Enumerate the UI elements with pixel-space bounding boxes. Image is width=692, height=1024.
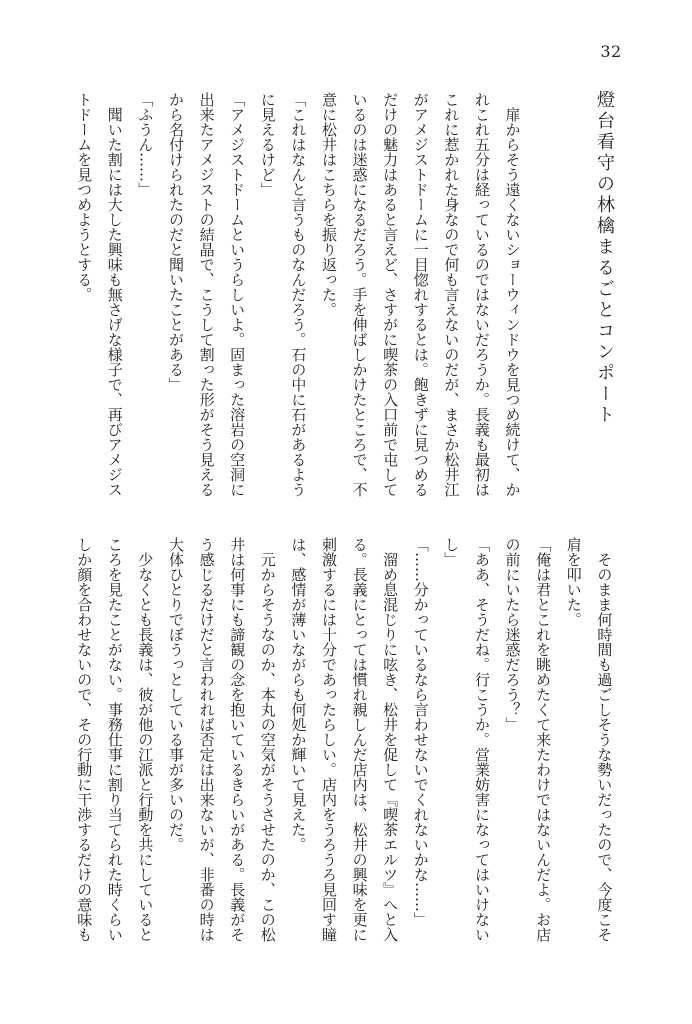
- text-line: う感じるだけだと言われれば否定は出来ないが、非番の時は: [197, 537, 216, 942]
- text-line: 大体ひとりでぼうっとしている事が多いのだ。: [167, 537, 185, 852]
- text-line: 刺激するには十分であったらしい。店内をうろうろ見回す瞳: [319, 537, 338, 942]
- text-line: 「……分かっているなら言わせないでくれないかな……」: [411, 537, 430, 927]
- text-line: ころを見たことがない。事務仕事に割り当てられた時くらい: [105, 537, 124, 942]
- text-line: し」: [442, 537, 461, 567]
- text-line: これに惹かれた身なので何も言えないのだが、まさか松井江: [442, 92, 461, 497]
- page-number: 32: [600, 42, 622, 61]
- text-line: 溜め息混じりに呟き、松井を促して『喫茶エルツ』へと入: [381, 552, 400, 942]
- text-line: に見えるけど」: [258, 92, 277, 197]
- text-line: がアメジストドームに一目惚れするとは。飽きずに見つめる: [411, 92, 430, 497]
- text-line: 肩を叩いた。: [564, 537, 583, 627]
- text-line: 「これはなんと言うものなんだろう。石の中に石があるよう: [289, 92, 308, 497]
- text-line: から名付けられたのだと聞いたことがある」: [166, 92, 185, 392]
- text-line: 扉からそう遠くないショーウィンドウを見つめ続けて、か: [503, 107, 522, 497]
- text-line: 出来たアメジストの結晶で、こうして割った形がそう見える: [197, 92, 216, 497]
- text-line: トドームを見つめようとする。: [75, 92, 94, 302]
- text-line: れこれ五分は経っているのではないだろうか。長義も最初は: [472, 92, 491, 497]
- text-line: 「ふうん……」: [136, 92, 155, 197]
- text-line: は、感情が薄いながらも何処か輝いて見えた。: [289, 537, 308, 852]
- text-line: 少なくとも長義は、彼が他の江派と行動を共にしていると: [136, 552, 155, 942]
- text-line: 「アメジストドームというらしいよ。固まった溶岩の空洞に: [228, 92, 247, 497]
- text-line: 意に松井はこちらを振り返った。: [319, 92, 338, 317]
- text-line: そのまま何時間も過ごしそうな勢いだったので、今度こそ: [595, 552, 614, 942]
- text-line: 聞いた割には大した興味も無さげな様子で、再びアメジス: [105, 107, 124, 497]
- chapter-title: 燈台看守の林檎まるごとコンポート: [594, 90, 615, 426]
- text-line: 「俺は君とこれを眺めたくて来たわけではないんだよ。お店: [534, 537, 553, 942]
- text-line: 元からそうなのか、本丸の空気がそうさせたのか、この松: [258, 552, 277, 942]
- text-line: だけの魅力はあると言えど、さすがに喫茶の入口前で屯して: [381, 92, 400, 497]
- upper-text-tier: [69, 92, 528, 497]
- text-line: 「ああ、そうだね。行こうか。営業妨害になってはいけない: [472, 537, 491, 942]
- text-line: る。長義にとっては慣れ親しんだ店内は、松井の興味を更に: [350, 537, 369, 942]
- text-line: いるのは迷惑になるだろう。手を伸ばしかけたところで、不: [350, 92, 369, 497]
- text-line: の前にいたら迷惑だろう？」: [503, 537, 522, 732]
- text-line: 井は何事にも諦観の念を抱いているきらいがある。長義がそ: [228, 537, 247, 942]
- lower-text-tier: [69, 537, 620, 942]
- text-line: しか顔を合わせないので、その行動に干渉するだけの意味も: [75, 537, 94, 942]
